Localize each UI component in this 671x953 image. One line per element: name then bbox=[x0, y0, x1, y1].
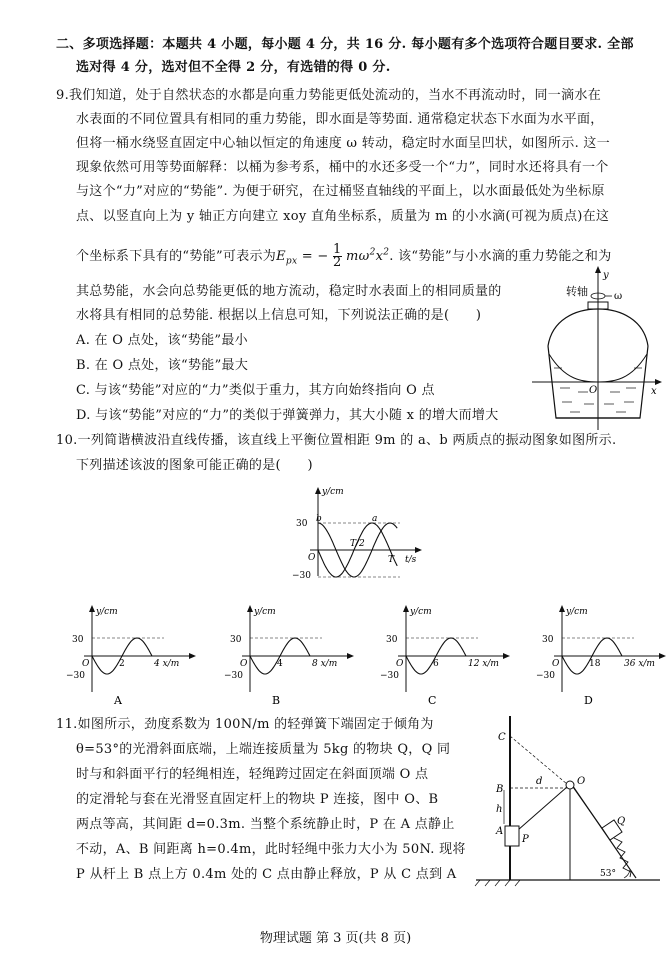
q9-formula: $E_{px}$ = − $\frac{1}{2}$ $m\omega^2x^2$ bbox=[276, 242, 390, 270]
q11-rope-q bbox=[573, 787, 606, 834]
section-title-line2: 选对得 4 分，选对但不全得 2 分，有选错的得 0 分. bbox=[76, 60, 391, 75]
q10-label-a: a bbox=[372, 514, 378, 524]
q9-omega-label: ω bbox=[614, 291, 623, 302]
q10-t-half: T/2 bbox=[350, 539, 365, 549]
opt-tick-half: 4 bbox=[277, 659, 283, 669]
q10-tlabel: t/s bbox=[405, 555, 417, 565]
q10-y-bottom: −30 bbox=[292, 571, 311, 581]
q10-y-top: 30 bbox=[296, 519, 308, 529]
opt-x-arrow-icon bbox=[189, 653, 196, 659]
q9-x-arrow-icon bbox=[655, 379, 662, 385]
q9-line2: 水表面的不同位置具有相同的重力势能，即水面是等势面. 通常稳定状态下水面为水平面， bbox=[76, 112, 604, 127]
opt-x-arrow-icon bbox=[347, 653, 354, 659]
q11-label-b: B bbox=[496, 784, 504, 795]
q10-option-graph-a bbox=[56, 600, 196, 708]
q10-option-graph-d bbox=[526, 600, 666, 708]
q11-label-a: A bbox=[496, 826, 504, 837]
q10-line2: 下列描述该波的图象可能正确的是( ) bbox=[76, 458, 313, 473]
opt-y-arrow-icon bbox=[403, 605, 409, 612]
q10-origin: O bbox=[308, 553, 316, 563]
opt-letter: C bbox=[428, 694, 437, 707]
q9-line8: 水将具有相同的总势能. 根据以上信息可知，下列说法正确的是( ) bbox=[76, 308, 482, 323]
q10-option-graph-b bbox=[214, 600, 354, 708]
q11-label-q: Q bbox=[617, 816, 626, 827]
opt-letter: A bbox=[114, 694, 122, 707]
opt-y-arrow-icon bbox=[89, 605, 95, 612]
q9-bucket-figure bbox=[530, 262, 664, 434]
opt-ylabel: y/cm bbox=[254, 607, 276, 617]
q10-option-graphs bbox=[56, 600, 656, 710]
q10-y-arrow-icon bbox=[315, 487, 321, 494]
q11-rope-p bbox=[518, 787, 567, 830]
q9-axis-label: 转轴 bbox=[566, 285, 588, 298]
opt-origin: O bbox=[240, 659, 248, 669]
opt-origin: O bbox=[82, 659, 90, 669]
opt-x-arrow-icon bbox=[503, 653, 510, 659]
opt-y-top: 30 bbox=[386, 635, 398, 645]
q10-line1: 10.一列简谐横波沿直线传播，该直线上平衡位置相距 9m 的 a、b 两质点的振动图象如图所示. bbox=[56, 433, 617, 448]
q9-option-a: A. 在 O 点处，该“势能”最小 bbox=[76, 333, 248, 348]
q11-line6: 不动，A、B 间距离 h=0.4m，此时轻绳中张力大小为 50N. 现将 bbox=[76, 842, 466, 857]
opt-tick-half: 6 bbox=[433, 659, 439, 669]
q11-pulley-icon bbox=[566, 781, 574, 789]
q10-t-full: T bbox=[388, 555, 395, 565]
section-title-line1: 二、多项选择题：本题共 4 小题，每小题 4 分，共 16 分. 每小题有多个选项符合题目要求. 全部 bbox=[56, 37, 634, 52]
opt-tick-full: 36 x/m bbox=[624, 659, 655, 669]
opt-ylabel: y/cm bbox=[96, 607, 118, 617]
opt-y-arrow-icon bbox=[247, 605, 253, 612]
q10-ylabel: y/cm bbox=[322, 487, 344, 497]
q10-label-b: b bbox=[316, 514, 322, 524]
q10-vibration-graph bbox=[288, 484, 428, 584]
page-footer: 物理试题 第 3 页(共 8 页) bbox=[259, 931, 412, 946]
q9-line7: 其总势能，水会向总势能更低的地方流动，稳定时水表面上的相同质量的 bbox=[76, 284, 502, 299]
opt-y-bottom: −30 bbox=[536, 671, 555, 681]
q11-block-p bbox=[505, 826, 519, 846]
q9-line3: 但将一桶水绕竖直固定中心轴以恒定的角速度 ω 转动，稳定时水面呈凹状，如图所示. 这一 bbox=[76, 136, 611, 151]
q11-line4: 的定滑轮与套在光滑竖直固定杆上的物块 P 连接，图中 O、B bbox=[76, 792, 439, 807]
q9-line5: 与这个“力”对应的“势能”. 为便于研究，在过桶竖直轴线的平面上，以水面最低处为坐标原 bbox=[76, 184, 605, 199]
q9-option-d: D. 与该“势能”对应的“力”的类似于弹簧弹力，其大小随 x 的增大而增大 bbox=[76, 408, 499, 423]
opt-letter: B bbox=[272, 694, 281, 707]
opt-y-arrow-icon bbox=[559, 605, 565, 612]
q10-t-arrow-icon bbox=[415, 547, 422, 553]
opt-tick-half: 2 bbox=[119, 659, 125, 669]
opt-y-top: 30 bbox=[72, 635, 84, 645]
q11-line3: 时与和斜面平行的轻绳相连，轻绳跨过固定在斜面顶端 O 点 bbox=[76, 767, 429, 782]
q11-hatch-mark bbox=[485, 880, 490, 886]
q9-line1: 9.我们知道，处于自然状态的水都是向重力势能更低处流动的，当水不再流动时，同一滴水在 bbox=[56, 88, 602, 103]
opt-origin: O bbox=[396, 659, 404, 669]
opt-tick-half: 18 bbox=[589, 659, 601, 669]
q9-line6: 点、以竖直向上为 y 轴正方向建立 xoy 直角坐标系，质量为 m 的小水滴(可视为质点)在这 bbox=[76, 209, 610, 224]
q11-hatch-mark bbox=[475, 880, 480, 886]
q10-option-graph-c bbox=[370, 600, 510, 708]
opt-ylabel: y/cm bbox=[410, 607, 432, 617]
q11-line1: 11.如图所示，劲度系数为 100N/m 的轻弹簧下端固定于倾角为 bbox=[56, 717, 434, 732]
opt-y-bottom: −30 bbox=[380, 671, 399, 681]
q11-line5: 两点等高，其间距 d=0.3m. 当整个系统静止时，P 在 A 点静止 bbox=[76, 817, 455, 832]
opt-letter: D bbox=[584, 694, 593, 707]
opt-origin: O bbox=[552, 659, 560, 669]
q9-formula-pre: 个坐标系下具有的“势能”可表示为 bbox=[76, 249, 277, 264]
opt-tick-full: 12 x/m bbox=[468, 659, 499, 669]
q11-label-d: d bbox=[536, 776, 543, 787]
q11-hatch-mark bbox=[515, 880, 520, 886]
q11-hatch-mark bbox=[495, 880, 500, 886]
q11-ground-hatch bbox=[475, 880, 520, 886]
q9-option-b: B. 在 O 点处，该“势能”最大 bbox=[76, 358, 249, 373]
opt-ylabel: y/cm bbox=[566, 607, 588, 617]
q11-label-o: O bbox=[577, 776, 586, 787]
q9-origin-label: O bbox=[589, 385, 598, 396]
q11-line2: θ=53°的光滑斜面底端，上端连接质量为 5kg 的物块 Q，Q 同 bbox=[76, 742, 451, 757]
opt-y-bottom: −30 bbox=[224, 671, 243, 681]
q9-y-arrow-icon bbox=[595, 266, 601, 273]
q11-angle-label: 53° bbox=[600, 869, 616, 879]
opt-tick-full: 4 x/m bbox=[154, 659, 180, 669]
opt-y-top: 30 bbox=[542, 635, 554, 645]
q9-formula-post: . 该“势能”与小水滴的重力势能之和为 bbox=[389, 249, 612, 264]
q9-line4: 现象依然可用等势面解释：以桶为参考系，桶中的水还多受一个“力”，同时水还将具有一个 bbox=[76, 160, 609, 175]
q9-option-c: C. 与该“势能”对应的“力”类似于重力，其方向始终指向 O 点 bbox=[76, 383, 435, 398]
opt-tick-full: 8 x/m bbox=[312, 659, 338, 669]
q11-label-h: h bbox=[496, 804, 503, 815]
q11-hatch-mark bbox=[505, 880, 510, 886]
q11-label-p: P bbox=[522, 834, 529, 845]
q9-x-label: x bbox=[651, 386, 657, 397]
opt-y-bottom: −30 bbox=[66, 671, 85, 681]
q11-line7: P 从杆上 B 点上方 0.4m 处的 C 点由静止释放，P 从 C 点到 A bbox=[76, 867, 457, 882]
q9-y-label: y bbox=[603, 270, 609, 281]
q11-incline-figure bbox=[474, 712, 664, 888]
opt-x-arrow-icon bbox=[659, 653, 666, 659]
opt-y-top: 30 bbox=[230, 635, 242, 645]
q11-label-c: C bbox=[498, 732, 506, 743]
